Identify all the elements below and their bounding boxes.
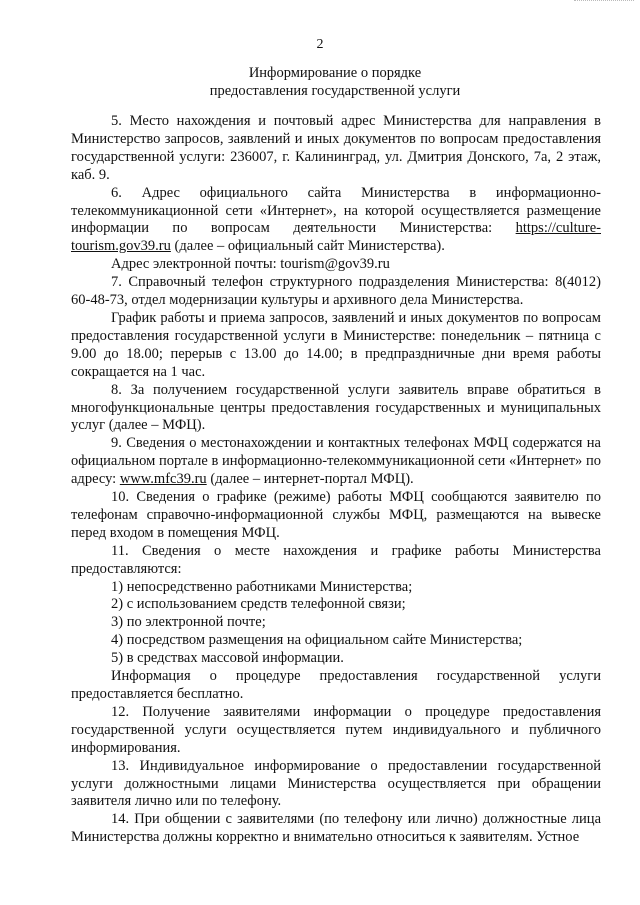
email-paragraph: Адрес электронной почты: tourism@gov39.ru (111, 256, 390, 273)
paragraph-7: 7. Справочный телефон структурного подразделения Министерства: 8(4012) 60-48-73, отдел модернизации культуры и архивного дела Министерства. (71, 274, 601, 309)
paragraph-14: 14. При общении с заявителями (по телефону или лично) должностные лица Министерства должны корректно и внимательно относиться к заявителям. Устное (71, 811, 601, 846)
paragraph-5: 5. Место нахождения и почтовый адрес Министерства для направления в Министерство запросов, заявлений и иных документов по вопросам предоставления государственной услуги: 236007, г. Калининград, ул. Дмитрия Донского, 7а, 2 этаж, каб. 9. (71, 113, 601, 183)
paragraph-6 (71, 185, 601, 257)
list-item-1: 1) непосредственно работниками Министерства; (111, 578, 413, 595)
paragraph-6-tail: (далее – официальный сайт Министерства). (170, 238, 445, 255)
page-number: 2 (316, 37, 324, 52)
section-heading (70, 64, 600, 100)
paragraph-11: 11. Сведения о месте нахождения и графике работы Министерства предоставляются: (71, 542, 601, 577)
heading-line-1: Информирование о порядке (248, 65, 422, 81)
paragraph-12: 12. Получение заявителями информации о процедуре предоставления государственной услуги осуществляется путем индивидуального и публичного информирования. (71, 703, 601, 756)
list-item-4: 4) посредством размещения на официальном сайте Министерства; (111, 632, 523, 649)
list-item-5: 5) в средствах массовой информации. (111, 650, 344, 667)
paragraph-10: 10. Сведения о графике (режиме) работы МФЦ сообщаются заявителю по телефонам справочно-информационной службы МФЦ, размещаются на вывеске перед входом в помещения МФЦ. (71, 489, 601, 541)
paragraph-9-text: 9. Сведения о местонахождении и контактных телефонах МФЦ содержатся на официальном портале в информационно-телекоммуникационной сети «Интернет» по адресу: (71, 435, 601, 488)
paragraph-13: 13. Индивидуальное информирование о предоставлении государственной услуги должностными лицами Министерства осуществляется при обращении заявителя лично или по телефону. (71, 757, 601, 810)
paragraph-6-text: 6. Адрес официального сайта Министерства в информационно-телекоммуникационной сети «Интернет», на которой осуществляется размещение информации по вопросам деятельности Министерства: (71, 184, 601, 237)
paragraph-8: 8. За получением государственной услуги заявитель вправе обратиться в многофункциональные центры предоставления государственных и муниципальных услуг (далее – МФЦ). (71, 381, 601, 434)
scan-corner-mark (574, 0, 634, 5)
paragraph-9-tail: (далее – интернет-портал МФЦ). (206, 471, 414, 488)
list-item-2: 2) с использованием средств телефонной связи; (111, 596, 406, 613)
info-free-paragraph: Информация о процедуре предоставления государственной услуги предоставляется бесплатно. (71, 668, 601, 702)
schedule-paragraph: График работы и приема запросов, заявлений и иных документов по вопросам предоставления государственной услуги в Министерстве: понедельник – пятница с 9.00 до 18.00; перерыв с 13.00 до 14.00; в предпраздничные дни время работы сокращается на 1 час. (71, 309, 601, 380)
mfc-portal-link[interactable]: www.mfc39.ru (119, 471, 207, 488)
heading-line-2: предоставления государственной услуги (209, 83, 461, 99)
paragraph-9 (71, 435, 601, 489)
document-body (71, 113, 601, 847)
official-site-link[interactable]: https://culture-tourism.gov39.ru (71, 220, 601, 255)
list-item-3: 3) по электронной почте; (111, 614, 266, 631)
